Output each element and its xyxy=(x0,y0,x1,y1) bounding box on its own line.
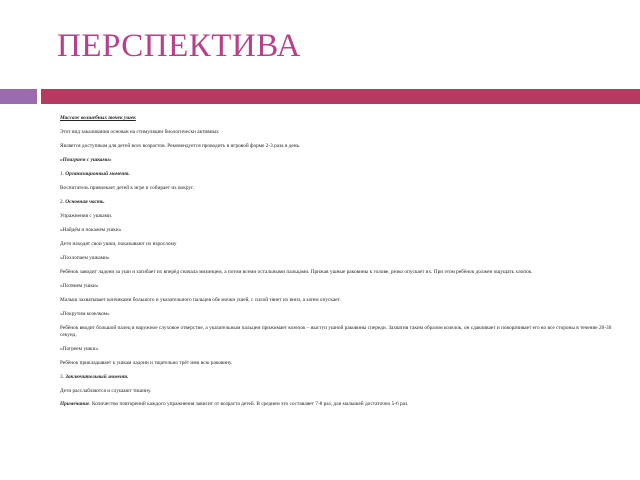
step-3-text: Дети расслабляются и слушают тишину. xyxy=(60,387,152,394)
exercise-1-text: Дети находят свои ушки, показывают их взрослому xyxy=(60,240,177,247)
exercise-1-title: «Найдём и покажем ушки» xyxy=(60,226,122,233)
accent-bar-main xyxy=(41,89,640,104)
content-heading: Массаж волшебных точек ушек xyxy=(60,115,136,121)
step-1-text: Воспитатель привлекает детей к игре и собирает их вокруг. xyxy=(60,184,194,191)
note: Примечание. Количество повторений каждого упражнения зависит от возраста детей. В среднем это составляет 7-8 раз, для малышей достаточно 5-6 раз. xyxy=(60,401,409,408)
exercise-4-text: Ребёнок вводит большой палец в наружное слуховое отверстие, а указательным пальцем прижимает козелок – выступ ушной раковины спереди. Захватив таким образом козелок, он сдавливает и поворачивает его во все стороны в течение 20-30 секунд. xyxy=(60,324,612,338)
exercise-3-title: «Потянем ушки» xyxy=(60,282,99,289)
exercise-5-title: «Погреем ушки» xyxy=(60,345,99,352)
exercise-2-text: Ребёнок заводит ладони за уши и загибает их вперёд сначала мизинцем, а потом всеми остальными пальцами. Прижав ушные раковины к голове, резко опускает их. При этом ребёнок должен ощущать хлопок. xyxy=(60,268,533,275)
game-label: «Поиграем с ушками» xyxy=(60,156,112,163)
step-3: 3. Заключительный момент. xyxy=(60,373,129,380)
exercise-4-title: «Покрутим козелком» xyxy=(60,310,110,317)
step-2: 2. Основная часть. xyxy=(60,198,105,205)
paragraph-2: Является доступным для детей всех возрастов. Рекомендуется проводить в игровой форме 2-3 раза в день. xyxy=(60,142,301,149)
exercise-5-text: Ребёнок прикладывает к ушкам ладони и тщательно трёт ими всю раковину. xyxy=(60,359,233,366)
paragraph-1: Этот вид закаливания основан на стимуляции биологически активных xyxy=(60,128,219,135)
slide-title: ПЕРСПЕКТИВА xyxy=(57,28,302,64)
exercise-2-title: «Похлопаем ушками» xyxy=(60,254,110,261)
exercises-label: Упражнения с ушками. xyxy=(60,212,113,219)
step-1: 1. Организационный момент. xyxy=(60,170,130,177)
accent-bar-left xyxy=(0,89,37,104)
slide-content xyxy=(60,115,620,415)
exercise-3-text: Малыш захватывает кончиками большого и указательного пальцев обе мочки ушей, с силой тянет их вниз, а затем опускает. xyxy=(60,296,341,303)
